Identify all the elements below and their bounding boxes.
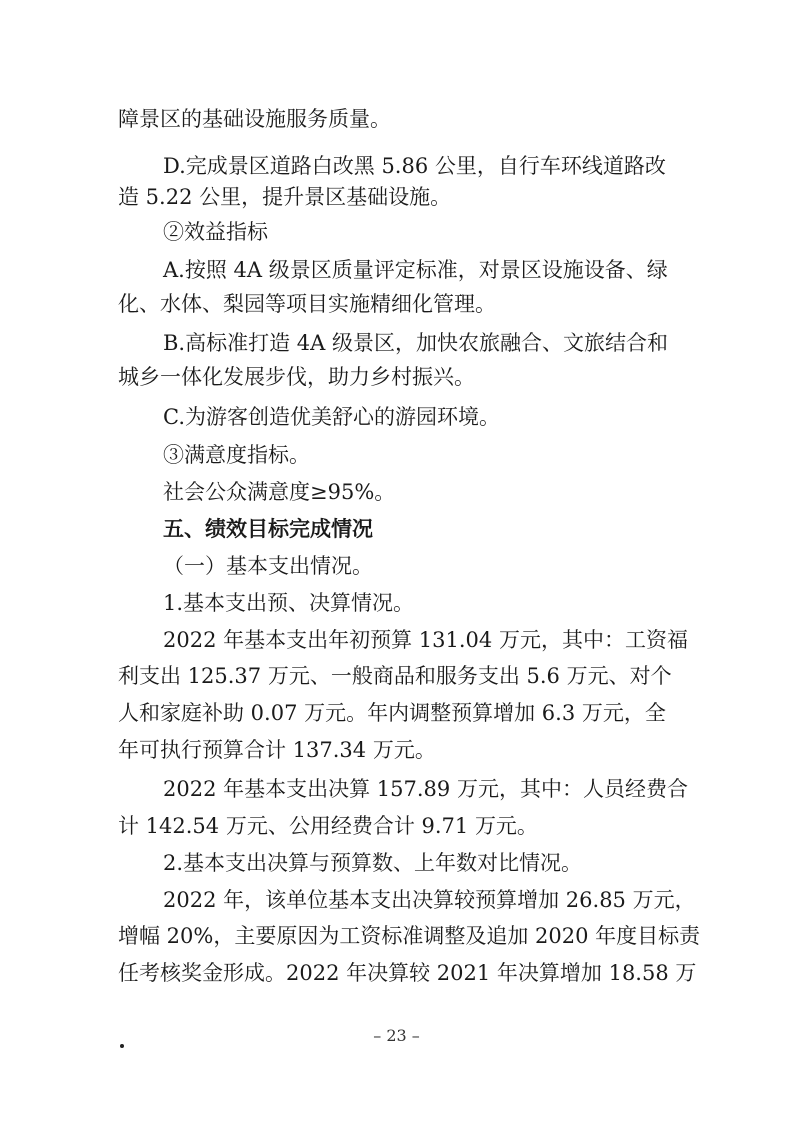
subheading: ③满意度指标。 [163, 443, 310, 467]
body-text-line: 利支出 125.37 万元、一般商品和服务支出 5.6 万元、对个 [118, 664, 672, 688]
body-text-line: 增幅 20%，主要原因为工资标准调整及追加 2020 年度目标责 [118, 924, 701, 948]
body-text-line: 造 5.22 公里，提升景区基础设施。 [118, 185, 452, 209]
body-text-line: 2022 年，该单位基本支出决算较预算增加 26.85 万元， [163, 888, 696, 912]
body-text-line: A.按照 4A 级景区质量评定标准，对景区设施设备、绿 [163, 258, 668, 282]
body-text-line: 2022 年基本支出年初预算 131.04 万元，其中：工资福 [163, 628, 688, 652]
body-text-line: B.高标准打造 4A 级景区，加快农旅融合、文旅结合和 [163, 331, 668, 355]
body-text-line: 社会公众满意度≥95%。 [163, 480, 396, 504]
subheading: ②效益指标 [163, 220, 268, 244]
body-text-line: 1.基本支出预、决算情况。 [163, 591, 415, 615]
page-number: – 23 – [373, 1026, 420, 1045]
section-heading: 五、绩效目标完成情况 [163, 517, 373, 541]
body-text-line: 计 142.54 万元、公用经费合计 9.71 万元。 [118, 814, 538, 838]
body-text-line: 城乡一体化发展步伐，助力乡村振兴。 [118, 365, 475, 389]
body-text-line: 任考核奖金形成。2022 年决算较 2021 年决算增加 18.58 万 [118, 961, 697, 985]
subsection-heading: （一）基本支出情况。 [163, 554, 373, 578]
body-text-line: 2022 年基本支出决算 157.89 万元，其中：人员经费合 [163, 777, 688, 801]
body-text-line: D.完成景区道路白改黑 5.86 公里，自行车环线道路改 [163, 154, 666, 178]
body-text-line: 2.基本支出决算与预算数、上年数对比情况。 [163, 851, 583, 875]
body-text-line: 化、水体、梨园等项目实施精细化管理。 [118, 292, 496, 316]
body-text-line: 障景区的基础设施服务质量。 [118, 107, 391, 131]
body-text-line: 年可执行预算合计 137.34 万元。 [118, 738, 436, 762]
body-text-line: 人和家庭补助 0.07 万元。年内调整预算增加 6.3 万元，全 [118, 701, 666, 725]
stray-dot [120, 1044, 124, 1048]
body-text-line: C.为游客创造优美舒心的游园环境。 [163, 405, 500, 429]
